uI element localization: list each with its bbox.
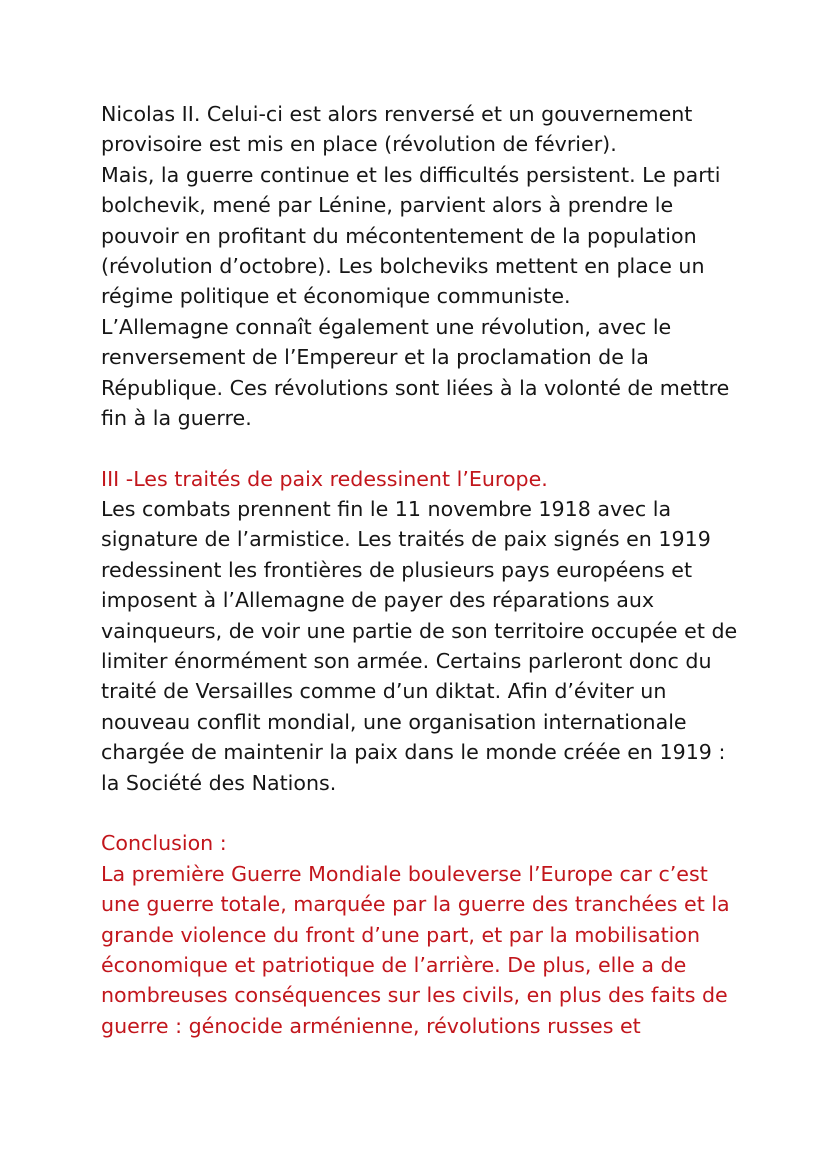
text-line: (révolution d’octobre). Les bolcheviks mettent en place un (101, 253, 705, 278)
text-line: Mais, la guerre continue et les difficultés persistent. Le parti (101, 162, 721, 187)
section-traites (101, 464, 781, 798)
text-line: nombreuses conséquences sur les civils, en plus des faits de (101, 983, 728, 1008)
text-line: une guerre totale, marquée par la guerre des tranchées et la (101, 892, 730, 917)
text-line: République. Ces révolutions sont liées à la volonté de mettre (101, 375, 730, 400)
text-line: vainqueurs, de voir une partie de son territoire occupée et de (101, 618, 738, 643)
text-line: nouveau conflit mondial, une organisation internationale (101, 709, 687, 734)
paragraph-spacer (101, 798, 781, 828)
section-heading: III -Les traités de paix redessinent l’Europe. (101, 466, 548, 491)
text-line: la Société des Nations. (101, 770, 337, 795)
text-line: chargée de maintenir la paix dans le monde créée en 1919 : (101, 740, 726, 765)
text-line: La première Guerre Mondiale bouleverse l’Europe car c’est (101, 861, 708, 886)
paragraph-spacer (101, 433, 781, 463)
text-line: traité de Versailles comme d’un diktat. Afin d’éviter un (101, 679, 667, 704)
text-line: L’Allemagne connaît également une révolution, avec le (101, 314, 672, 339)
text-line: signature de l’armistice. Les traités de paix signés en 1919 (101, 527, 711, 552)
text-line: économique et patriotique de l’arrière. De plus, elle a de (101, 952, 687, 977)
text-line: redessinent les frontières de plusieurs pays européens et (101, 557, 693, 582)
text-line: grande violence du front d’une part, et par la mobilisation (101, 922, 701, 947)
text-line: fin à la guerre. (101, 405, 252, 430)
text-line: Les combats prennent fin le 11 novembre 1918 avec la (101, 497, 672, 522)
text-line: imposent à l’Allemagne de payer des réparations aux (101, 588, 655, 613)
text-line: bolchevik, mené par Lénine, parvient alors à prendre le (101, 193, 674, 218)
section-conclusion (101, 828, 781, 1041)
text-line: pouvoir en profitant du mécontentement de la population (101, 223, 697, 248)
text-line: guerre : génocide arménienne, révolutions russes et (101, 1013, 641, 1038)
text-line: limiter énormément son armée. Certains parleront donc du (101, 649, 712, 674)
text-line: renversement de l’Empereur et la proclamation de la (101, 345, 649, 370)
text-line: provisoire est mis en place (révolution de février). (101, 132, 617, 157)
text-line: Nicolas II. Celui-ci est alors renversé et un gouvernement (101, 102, 693, 126)
section-heading: Conclusion : (101, 831, 227, 856)
paragraph-revolutions (101, 99, 781, 433)
text-line: régime politique et économique communiste. (101, 284, 571, 309)
document-page (101, 99, 781, 1041)
